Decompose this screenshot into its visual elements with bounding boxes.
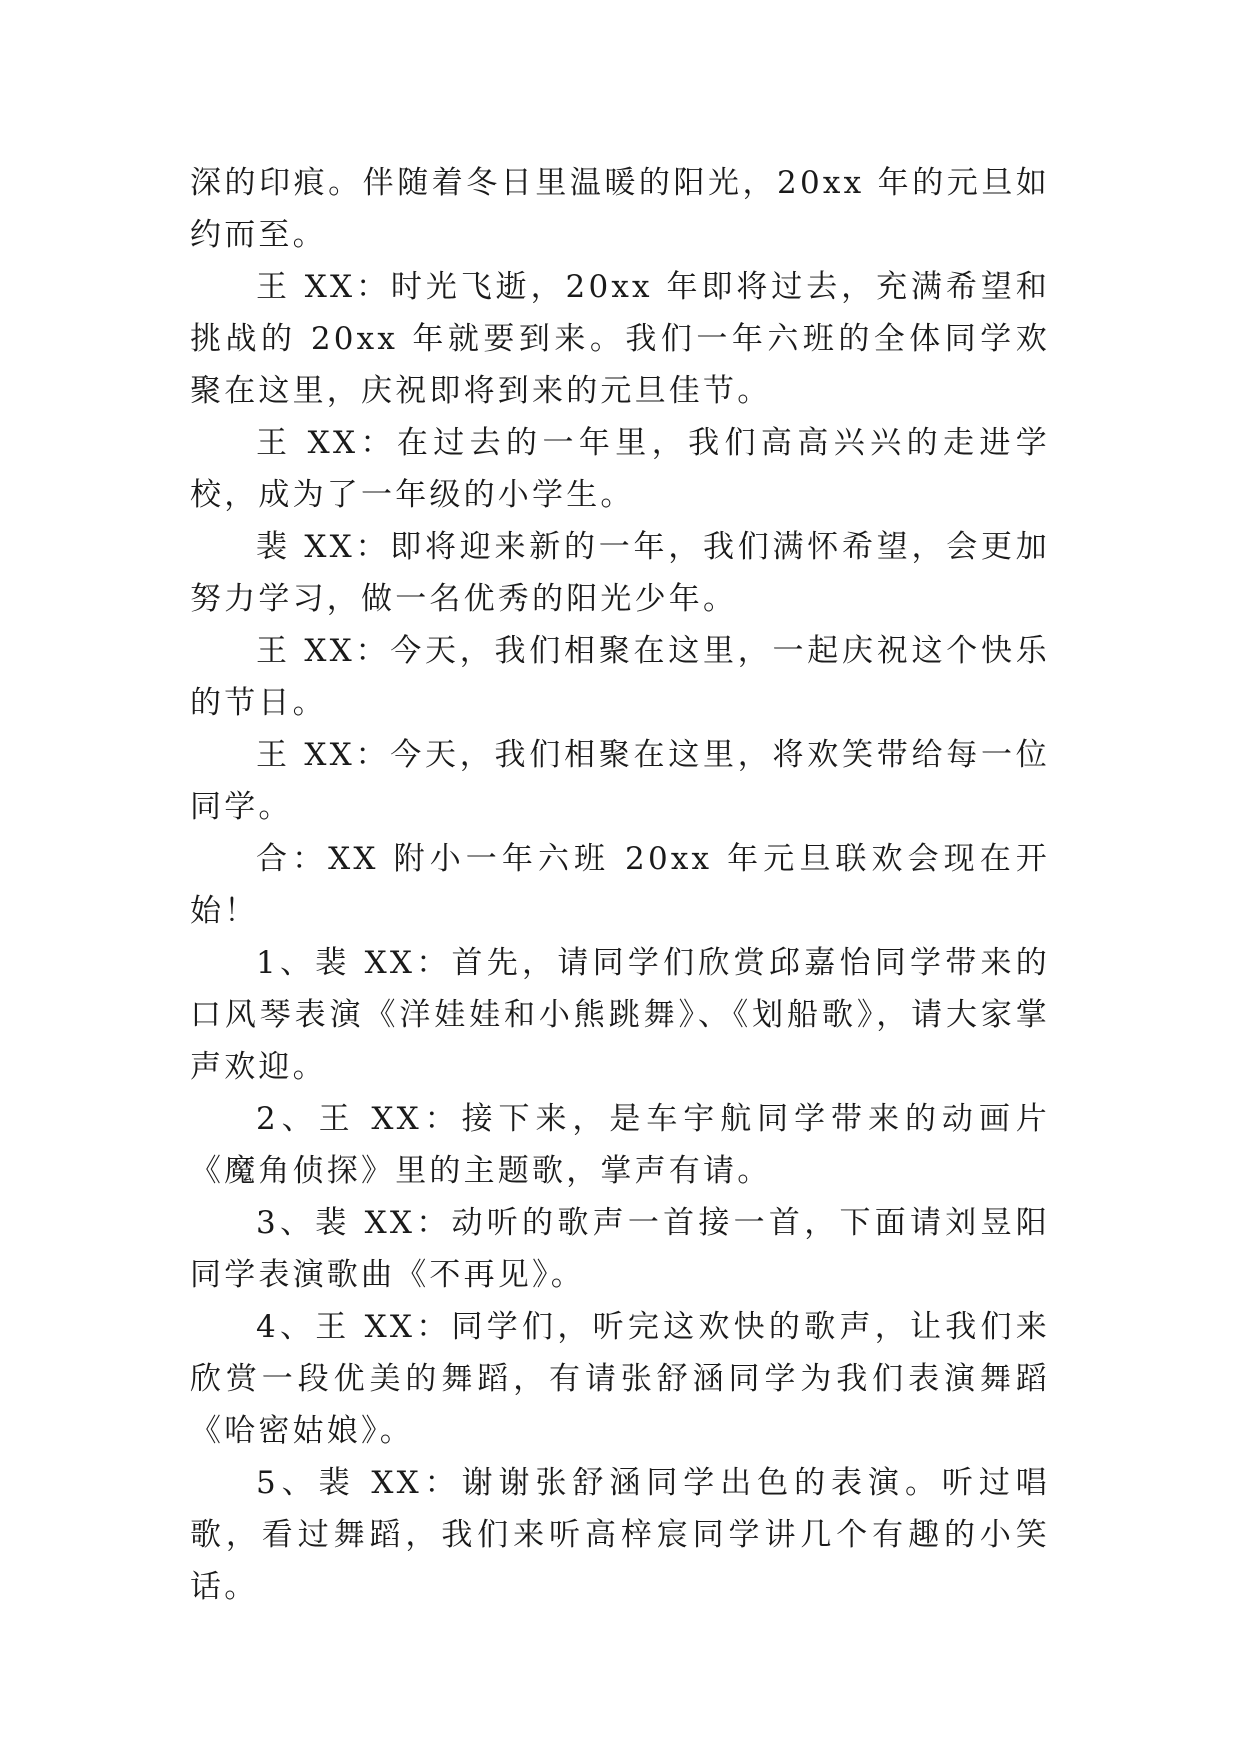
paragraph: 王 XX：在过去的一年里，我们高高兴兴的走进学校，成为了一年级的小学生。 — [190, 425, 1050, 513]
paragraph: 1、裴 XX：首先，请同学们欣赏邱嘉怡同学带来的口风琴表演《洋娃娃和小熊跳舞》、《划船歌》，请大家掌声欢迎。 — [190, 945, 1050, 1085]
paragraph: 2、王 XX：接下来，是车宇航同学带来的动画片《魔角侦探》里的主题歌，掌声有请。 — [190, 1101, 1050, 1189]
paragraph: 5、裴 XX：谢谢张舒涵同学出色的表演。听过唱歌，看过舞蹈，我们来听高梓宸同学讲几个有趣的小笑话。 — [190, 1465, 1050, 1605]
paragraph: 深的印痕。伴随着冬日里温暖的阳光，20xx 年的元旦如约而至。 — [190, 165, 1050, 253]
paragraph: 4、王 XX：同学们，听完这欢快的歌声，让我们来欣赏一段优美的舞蹈，有请张舒涵同学为我们表演舞蹈《哈密姑娘》。 — [190, 1309, 1050, 1449]
paragraph: 合：XX 附小一年六班 20xx 年元旦联欢会现在开始！ — [190, 841, 1050, 929]
document-body — [190, 157, 1050, 1613]
paragraph: 王 XX：今天，我们相聚在这里，将欢笑带给每一位同学。 — [190, 737, 1050, 825]
paragraph: 王 XX：时光飞逝，20xx 年即将过去，充满希望和挑战的 20xx 年就要到来。我们一年六班的全体同学欢聚在这里，庆祝即将到来的元旦佳节。 — [190, 269, 1050, 409]
paragraph: 3、裴 XX：动听的歌声一首接一首，下面请刘昱阳同学表演歌曲《不再见》。 — [190, 1205, 1050, 1293]
paragraph: 王 XX：今天，我们相聚在这里，一起庆祝这个快乐的节日。 — [190, 633, 1050, 721]
paragraph: 裴 XX：即将迎来新的一年，我们满怀希望，会更加努力学习，做一名优秀的阳光少年。 — [190, 529, 1050, 617]
